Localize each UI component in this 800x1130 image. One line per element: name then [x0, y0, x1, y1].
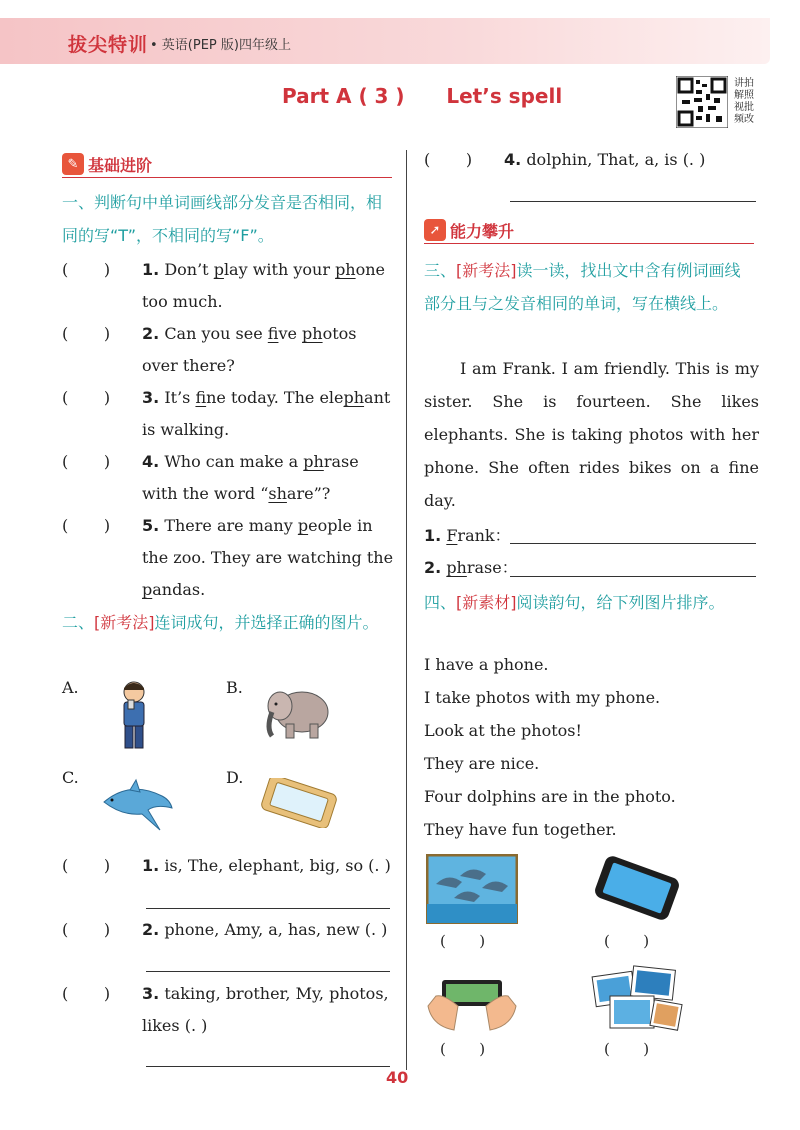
instruction-text: 读一读，找出文中含有例词画线部分且与之发音相同的单词，写在横线上。 — [424, 261, 741, 313]
answer-paren[interactable]: ( ) — [62, 516, 111, 535]
underlined-letters: p — [297, 516, 309, 535]
dolphins-photo-image — [426, 854, 518, 924]
rhyme — [424, 648, 676, 846]
rhyme-line: I take photos with my phone. — [424, 688, 661, 707]
question-1-3 — [62, 382, 397, 446]
question-text: ine today. The ele — [206, 388, 344, 407]
answer-line[interactable] — [510, 576, 756, 577]
question-number: 3. — [142, 388, 160, 407]
section-tag-advanced-label: 能力攀升 — [450, 221, 515, 241]
column-divider — [406, 150, 407, 1070]
spell-item-2 — [424, 552, 518, 584]
qr-code-icon[interactable] — [676, 76, 728, 128]
question-text: taking, brother, My, photos, likes (. ) — [142, 984, 389, 1035]
instruction-number: 二、 — [62, 613, 95, 632]
question-text: dolphin, That, a, is (. ) — [526, 150, 706, 169]
dolphin-image — [100, 778, 176, 836]
question-number: 5. — [142, 516, 160, 535]
question-1-2 — [62, 318, 397, 382]
qr-caption: 讲拍解照视批频改 — [734, 78, 754, 125]
question-number: 4. — [504, 150, 522, 169]
instruction-2 — [62, 606, 392, 639]
answer-paren[interactable]: ( ) — [62, 920, 111, 939]
question-text: phone, Amy, a, has, new (. ) — [164, 920, 388, 939]
question-number: 2. — [142, 920, 160, 939]
question-text: Can you see — [164, 324, 268, 343]
new-method-badge: [新考法] — [94, 613, 155, 632]
question-text: rase with the word “ — [142, 452, 359, 503]
rhyme-line: Look at the photos! — [424, 721, 582, 740]
reading-passage: I am Frank. I am friendly. This is my sister. She is fourteen. She likes elephants. She is taking photos with her phone. She often rides bikes on a fine day. — [424, 359, 759, 510]
question-2-3 — [62, 978, 397, 1042]
question-2-1 — [62, 850, 397, 882]
question-2-2 — [62, 914, 397, 946]
question-text: Don’t — [164, 260, 214, 279]
order-paren-3[interactable]: ( ) — [440, 1040, 486, 1058]
item-number: 1. — [424, 526, 442, 545]
answer-line[interactable] — [146, 1066, 390, 1067]
underlined-letters: ph — [446, 558, 467, 577]
underlined-letters: ph — [343, 388, 365, 407]
question-text: ant is walking. — [142, 388, 391, 439]
answer-paren[interactable]: ( ) — [62, 984, 111, 1003]
question-text: one too much. — [142, 260, 386, 311]
underlined-letters: p — [213, 260, 224, 279]
option-label-d: D. — [226, 768, 244, 787]
order-paren-4[interactable]: ( ) — [604, 1040, 650, 1058]
question-text: It’s — [164, 388, 196, 407]
item-word: rank： — [457, 526, 511, 545]
question-text: There are many — [164, 516, 298, 535]
question-text: lay with your — [223, 260, 336, 279]
hands-taking-photo-image — [424, 966, 520, 1034]
lesson-title: Part A ( 3 ) Let’s spell — [282, 84, 563, 108]
rocket-icon: ➚ — [424, 219, 446, 241]
rhyme-line: Four dolphins are in the photo. — [424, 787, 676, 806]
question-1-1 — [62, 254, 397, 318]
answer-paren[interactable]: ( ) — [62, 452, 111, 471]
question-2-4 — [424, 144, 759, 176]
answer-paren[interactable]: ( ) — [62, 260, 111, 279]
phone-image — [588, 856, 684, 924]
option-label-a: A. — [62, 678, 79, 697]
answer-paren[interactable]: ( ) — [62, 324, 111, 343]
answer-line[interactable] — [146, 908, 390, 909]
answer-paren[interactable]: ( ) — [62, 388, 111, 407]
question-number: 1. — [142, 856, 160, 875]
order-paren-2[interactable]: ( ) — [604, 932, 650, 950]
section-tag-advanced — [424, 216, 514, 244]
question-number: 1. — [142, 260, 160, 279]
instruction-3 — [424, 254, 754, 320]
question-text: are”? — [286, 484, 331, 503]
question-text: otos over there? — [142, 324, 357, 375]
judgement-questions — [62, 254, 397, 606]
instruction-number: 三、 — [424, 261, 457, 280]
underlined-letters: p — [142, 580, 153, 599]
question-number: 4. — [142, 452, 160, 471]
section-underline — [424, 243, 754, 244]
question-text: andas. — [152, 580, 206, 599]
underlined-letters: ph — [303, 452, 324, 471]
underlined-letters: f — [195, 388, 207, 407]
rhyme-line: I have a phone. — [424, 655, 549, 674]
question-text: is, The, elephant, big, so (. ) — [164, 856, 391, 875]
question-number: 3. — [142, 984, 160, 1003]
smartphone-image — [256, 778, 340, 828]
answer-paren[interactable]: ( ) — [62, 856, 111, 875]
photo-stack-image — [588, 964, 684, 1034]
page-number: 40 — [386, 1068, 409, 1087]
series-brand: 拔尖特训 — [68, 34, 149, 56]
underlined-letters: F — [446, 526, 458, 545]
option-label-c: C. — [62, 768, 79, 787]
option-label-b: B. — [226, 678, 243, 697]
series-subtitle: • 英语(PEP 版)四年级上 — [150, 38, 291, 53]
section-underline — [62, 177, 392, 178]
boy-with-phone-image — [112, 680, 156, 752]
rhyme-line: They have fun together. — [424, 820, 617, 839]
answer-line[interactable] — [510, 543, 756, 544]
question-number: 2. — [142, 324, 160, 343]
underlined-letters: sh — [268, 484, 287, 503]
answer-line[interactable] — [146, 971, 390, 972]
question-text: Who can make a — [164, 452, 304, 471]
instruction-4 — [424, 586, 754, 619]
spell-item-1 — [424, 520, 511, 552]
new-material-badge: [新素材] — [456, 593, 517, 612]
section-tag-basic-label: 基础进阶 — [88, 155, 153, 175]
instruction-text: 连词成句，并选择正确的图片。 — [154, 613, 379, 632]
underlined-letters: ph — [335, 260, 356, 279]
order-paren-1[interactable]: ( ) — [440, 932, 486, 950]
question-text: ive — [278, 324, 303, 343]
new-method-badge: [新考法] — [456, 261, 517, 280]
answer-paren[interactable]: ( ) — [424, 150, 473, 169]
instruction-text: 阅读韵句，给下列图片排序。 — [516, 593, 725, 612]
question-1-4 — [62, 446, 397, 510]
rhyme-line: They are nice. — [424, 754, 540, 773]
question-1-5 — [62, 510, 397, 606]
item-number: 2. — [424, 558, 442, 577]
instruction-number: 四、 — [424, 593, 457, 612]
elephant-image — [262, 684, 332, 742]
underlined-letters: ph — [302, 324, 323, 343]
underlined-letters: f — [267, 324, 279, 343]
instruction-1: 一、判断句中单词画线部分发音是否相同，相同的写“T”，不相同的写“F”。 — [62, 193, 383, 245]
section-tag-basic — [62, 150, 152, 178]
question-text: eople in the zoo. They are watching the — [142, 516, 394, 567]
pencil-icon: ✎ — [62, 153, 84, 175]
item-word: rase： — [466, 558, 518, 577]
answer-line[interactable] — [510, 201, 756, 202]
